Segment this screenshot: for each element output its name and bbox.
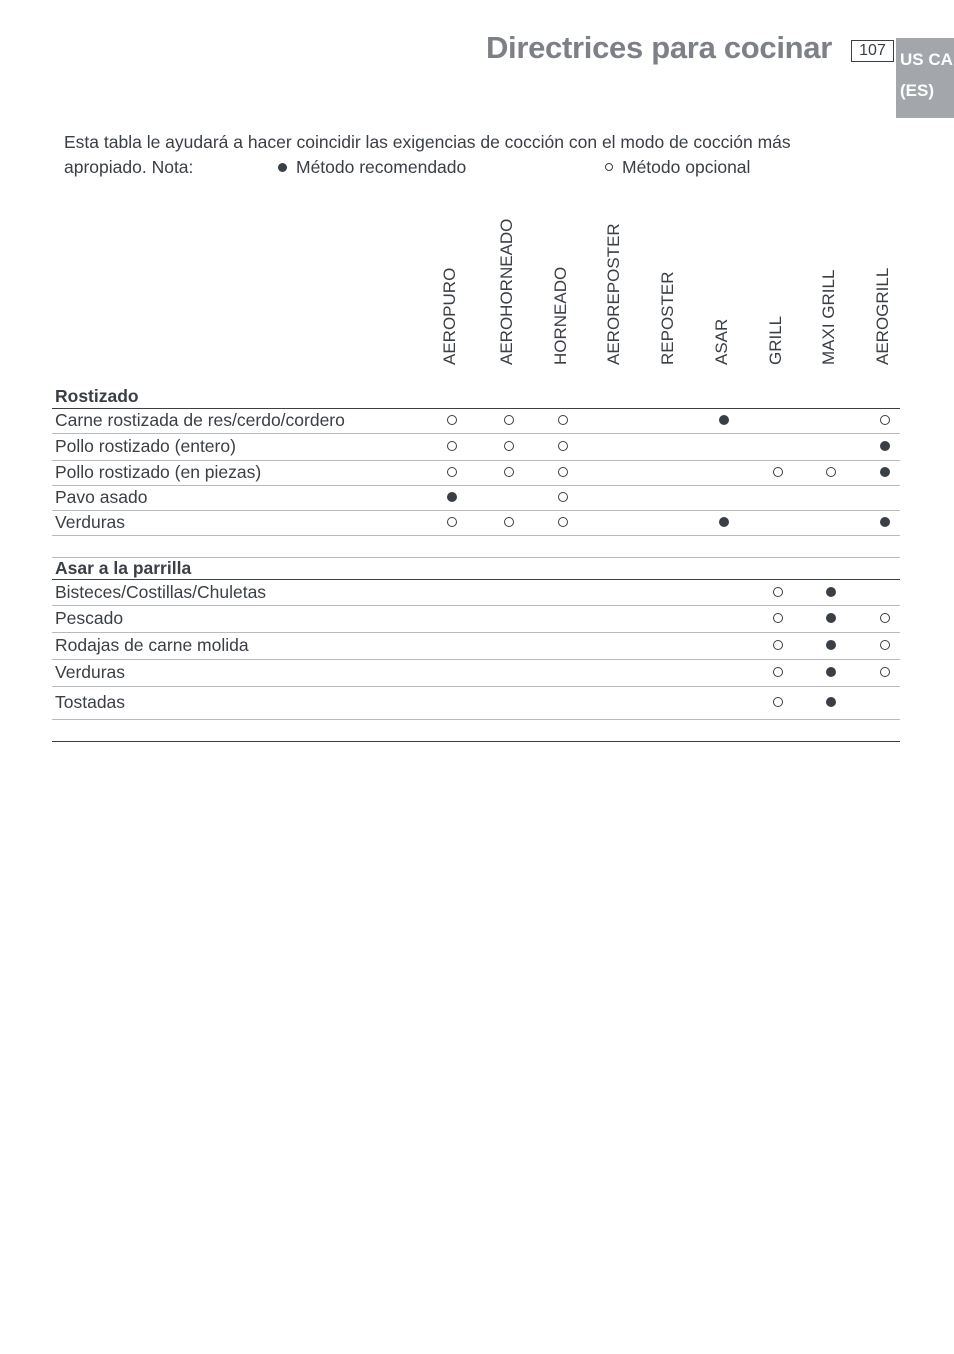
optional-method-dot [504, 467, 514, 477]
optional-method-dot [504, 415, 514, 425]
table-row-label: Tostadas [55, 692, 126, 712]
row-divider [52, 632, 900, 633]
optional-method-dot [447, 517, 457, 527]
table-row-label: Pescado [55, 608, 124, 628]
column-header-label: AEROHORNEADO [497, 218, 516, 365]
table-row-label: Verduras [55, 662, 126, 682]
optional-method-dot [558, 517, 568, 527]
optional-method-dot [773, 667, 783, 677]
recommended-method-dot [880, 441, 890, 451]
column-header-label: AEROREPOSTER [604, 223, 623, 365]
optional-method-dot [880, 667, 890, 677]
recommended-method-dot [826, 587, 836, 597]
row-divider [52, 408, 900, 409]
recommended-method-dot [826, 640, 836, 650]
table-row-label: Pollo rostizado (en piezas) [55, 462, 262, 482]
legend-optional [605, 155, 750, 180]
optional-method-dot [447, 441, 457, 451]
table-row-label: Verduras [55, 512, 126, 532]
table-row-label: Carne rostizada de res/cerdo/cordero [55, 410, 345, 430]
row-divider [52, 605, 900, 606]
row-divider [52, 535, 900, 536]
optional-method-dot [447, 415, 457, 425]
filled-dot-icon [278, 163, 287, 172]
recommended-method-dot [719, 415, 729, 425]
row-divider [52, 510, 900, 511]
region-line-1: US CA [900, 50, 953, 69]
recommended-method-dot [826, 613, 836, 623]
optional-method-dot [826, 467, 836, 477]
intro-text [64, 130, 864, 180]
column-header-label: ASAR [712, 318, 731, 365]
row-divider [52, 719, 900, 720]
column-header-label: MAXI GRILL [819, 269, 838, 365]
optional-method-dot [558, 415, 568, 425]
recommended-method-dot [826, 697, 836, 707]
optional-method-dot [504, 441, 514, 451]
column-header-label: AEROGRILL [873, 267, 892, 365]
legend-recommended [278, 155, 466, 180]
region-tab [896, 38, 954, 118]
legend-recommended-label: Método recomendado [296, 157, 467, 177]
optional-method-dot [880, 613, 890, 623]
optional-method-dot [880, 640, 890, 650]
optional-method-dot [773, 640, 783, 650]
legend-optional-label: Método opcional [622, 157, 751, 177]
table-row-label: Rodajas de carne molida [55, 635, 249, 655]
row-divider [52, 659, 900, 660]
legend [64, 155, 864, 180]
recommended-method-dot [719, 517, 729, 527]
row-divider [52, 433, 900, 434]
table-row-label: Bisteces/Costillas/Chuletas [55, 582, 267, 602]
optional-method-dot [447, 467, 457, 477]
column-header-label: REPOSTER [658, 271, 677, 365]
page-title: Directrices para cocinar [485, 30, 832, 65]
table-row-label: Pavo asado [55, 487, 148, 507]
optional-method-dot [558, 492, 568, 502]
table-row-label: Pollo rostizado (entero) [55, 436, 236, 456]
section-title: Asar a la parrilla [55, 558, 192, 578]
row-divider [52, 460, 900, 461]
column-header-label: AEROPURO [440, 267, 459, 365]
optional-method-dot [773, 697, 783, 707]
optional-method-dot [504, 517, 514, 527]
optional-method-dot [773, 587, 783, 597]
optional-method-dot [558, 467, 568, 477]
row-divider [52, 741, 900, 742]
page-number: 107 [851, 40, 894, 62]
column-header-label: HORNEADO [551, 266, 570, 365]
intro-line-1: Esta tabla le ayudará a hacer coincidir las exigencias de cocción con el modo de cocción más [64, 132, 791, 152]
open-dot-icon [605, 163, 613, 171]
intro-line-2: apropiado. Nota: [64, 157, 194, 177]
recommended-method-dot [880, 467, 890, 477]
column-header-label: GRILL [766, 315, 785, 365]
row-divider [52, 686, 900, 687]
optional-method-dot [773, 467, 783, 477]
optional-method-dot [773, 613, 783, 623]
recommended-method-dot [880, 517, 890, 527]
optional-method-dot [558, 441, 568, 451]
recommended-method-dot [826, 667, 836, 677]
recommended-method-dot [447, 492, 457, 502]
optional-method-dot [880, 415, 890, 425]
section-title: Rostizado [55, 386, 139, 406]
region-line-2: (ES) [900, 81, 934, 100]
row-divider [52, 485, 900, 486]
row-divider [52, 579, 900, 580]
